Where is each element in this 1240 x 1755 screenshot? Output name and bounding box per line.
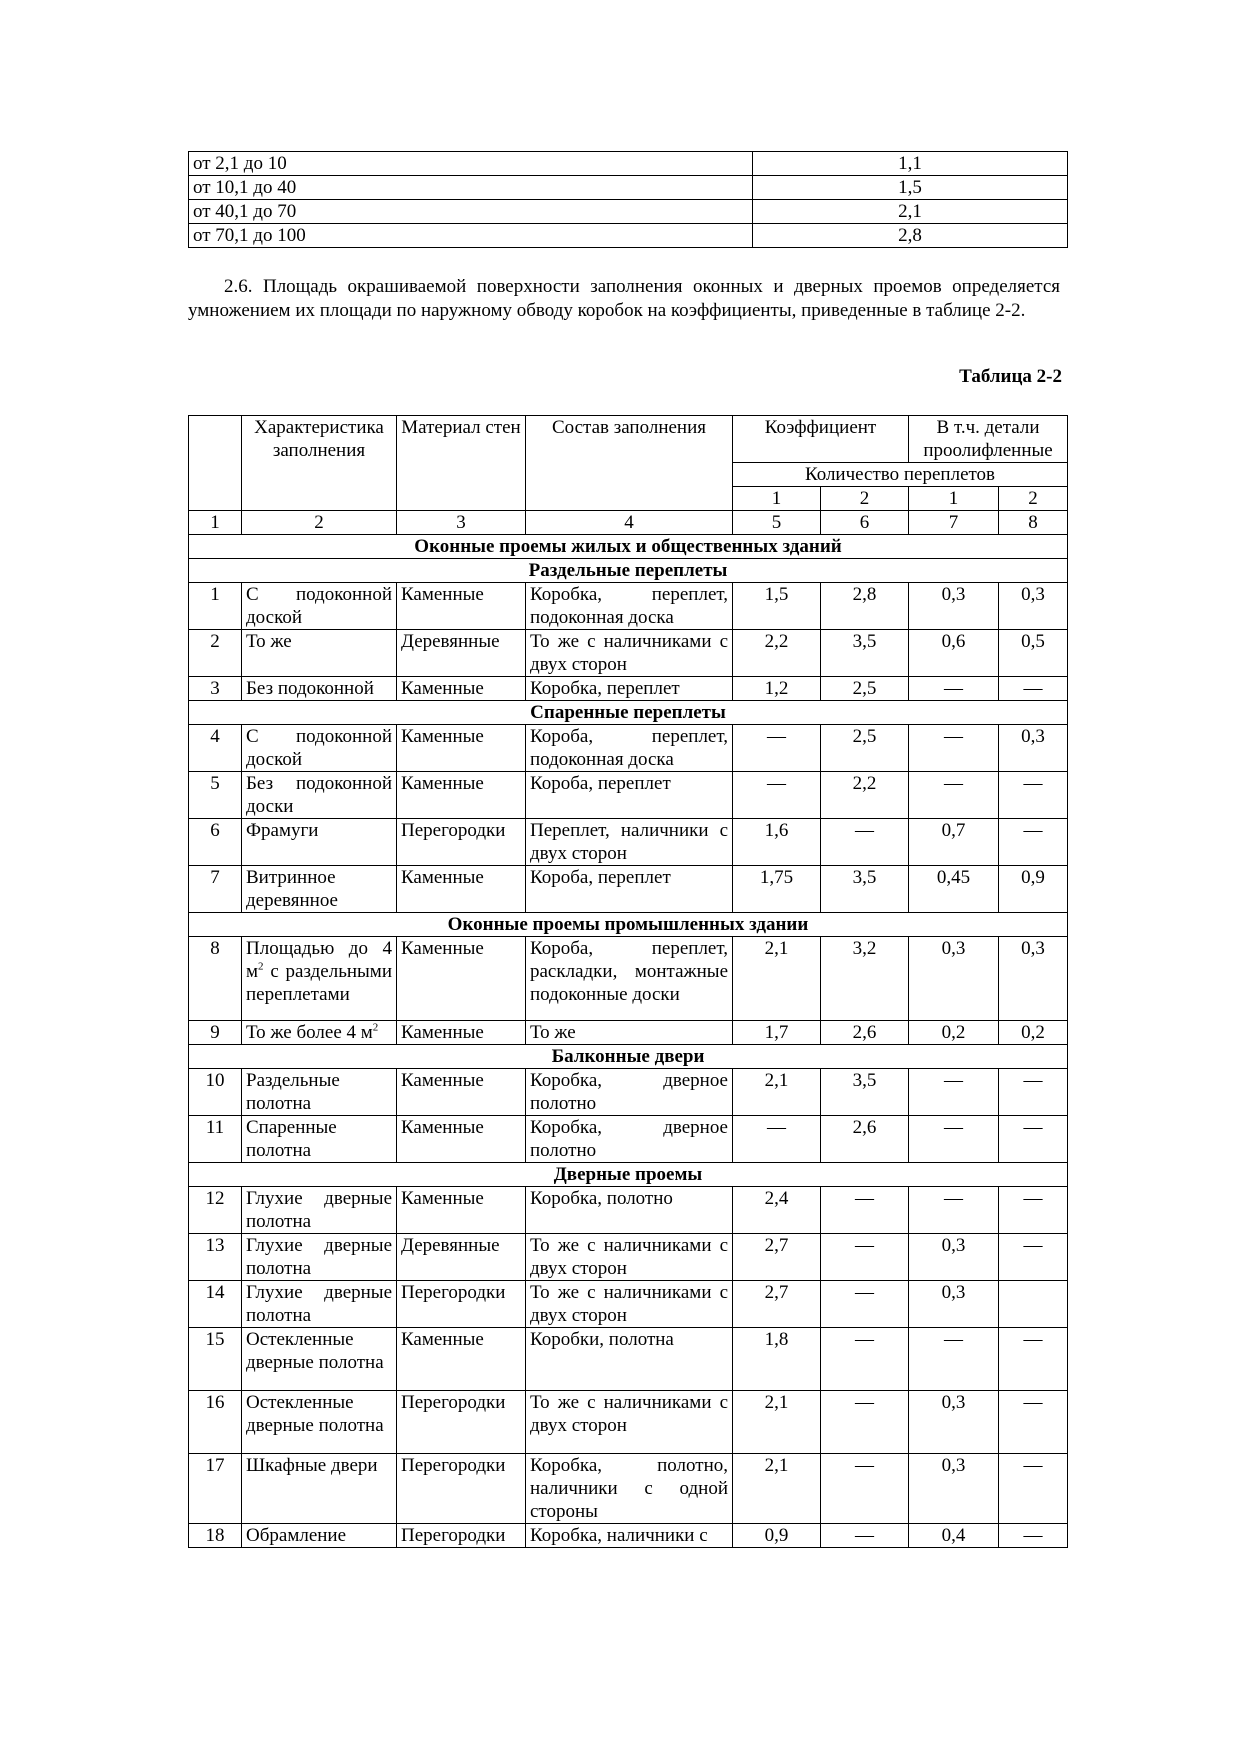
cell-composition: То же: [526, 1021, 733, 1045]
characteristic-text: Площадью до 4: [246, 938, 392, 959]
cell-number: 10: [189, 1069, 242, 1116]
cell-composition: Коробка, полотно: [526, 1187, 733, 1234]
cell-composition: Переплет, наличники с двух сторон: [526, 819, 733, 866]
table-row: [189, 1281, 1068, 1328]
cell-coef-1: 2,1: [733, 1391, 821, 1454]
cell-composition: Короба, переплет: [526, 772, 733, 819]
cell-characteristic: Остекленные дверные полотна: [242, 1328, 397, 1391]
table-row: [189, 725, 1068, 772]
table-row: [189, 677, 1068, 701]
cell-composition: То же с наличниками с двух сторон: [526, 630, 733, 677]
cell-coef-1: 1,6: [733, 819, 821, 866]
cell-characteristic: Фрамуги: [242, 819, 397, 866]
cell-material: Каменные: [397, 866, 526, 913]
cell-detail-2: 0,2: [999, 1021, 1068, 1045]
col-number: 2: [242, 511, 397, 535]
cell-detail-2: —: [999, 1069, 1068, 1116]
cell-characteristic: [242, 1021, 397, 1045]
cell-number: 2: [189, 630, 242, 677]
section-title: Раздельные переплеты: [189, 559, 1068, 583]
cell-material: Каменные: [397, 1021, 526, 1045]
table-row: [189, 1021, 1068, 1045]
col-number: 1: [189, 511, 242, 535]
header-details: В т.ч. детали проолифленные: [909, 416, 1068, 463]
characteristic-text: То же более 4: [246, 1022, 357, 1043]
cell-coef-1: 1,2: [733, 677, 821, 701]
cell-coef-1: 2,1: [733, 937, 821, 1021]
cell-coef-1: 2,1: [733, 1069, 821, 1116]
table-row: [189, 772, 1068, 819]
cell-number: 14: [189, 1281, 242, 1328]
cell-detail-2: —: [999, 772, 1068, 819]
cell-coef-2: —: [821, 1281, 909, 1328]
cell-detail-2: —: [999, 1454, 1068, 1524]
cell-detail-1: —: [909, 772, 999, 819]
cell-detail-1: —: [909, 1328, 999, 1391]
cell-characteristic: Без подоконной: [242, 677, 397, 701]
cell-material: Каменные: [397, 1187, 526, 1234]
cell-detail-1: —: [909, 1116, 999, 1163]
cell-composition: То же с наличниками с двух сторон: [526, 1391, 733, 1454]
table-row: [189, 937, 1068, 1021]
cell-detail-2: 0,3: [999, 937, 1068, 1021]
cell-characteristic: Глухие дверные полотна: [242, 1281, 397, 1328]
cell-detail-2: 0,3: [999, 725, 1068, 772]
cell-composition: Короба, переплет: [526, 866, 733, 913]
cell-material: Деревянные: [397, 630, 526, 677]
range-row: [189, 200, 1068, 224]
cell-coef-2: 3,5: [821, 630, 909, 677]
col-number: 8: [999, 511, 1068, 535]
cell-characteristic: Шкафные двери: [242, 1454, 397, 1524]
cell-coef-2: —: [821, 819, 909, 866]
cell-coef-1: 0,9: [733, 1524, 821, 1548]
range-row: [189, 152, 1068, 176]
cell-detail-1: 0,6: [909, 630, 999, 677]
cell-characteristic: Витринное деревянное: [242, 866, 397, 913]
cell-coef-2: —: [821, 1187, 909, 1234]
cell-detail-2: 0,5: [999, 630, 1068, 677]
cell-material: Каменные: [397, 937, 526, 1021]
header-composition: Состав заполнения: [526, 416, 733, 511]
range-table: [188, 151, 1068, 248]
cell-coef-2: 3,5: [821, 866, 909, 913]
col-number: 6: [821, 511, 909, 535]
cell-coef-2: 3,5: [821, 1069, 909, 1116]
cell-number: 6: [189, 819, 242, 866]
header-frames-count: Количество переплетов: [733, 463, 1068, 487]
cell-coef-2: —: [821, 1524, 909, 1548]
cell-characteristic: Спаренные полотна: [242, 1116, 397, 1163]
unit-superscript: 2: [258, 960, 264, 973]
table-row: [189, 1187, 1068, 1234]
cell-detail-1: 0,4: [909, 1524, 999, 1548]
unit: м: [360, 1022, 373, 1043]
section-row-windows: [189, 535, 1068, 559]
cell-characteristic: Остекленные дверные полотна: [242, 1391, 397, 1454]
col-number: 4: [526, 511, 733, 535]
range-value: 2,8: [753, 224, 1068, 248]
cell-detail-2: —: [999, 677, 1068, 701]
cell-number: 11: [189, 1116, 242, 1163]
range-value: 1,1: [753, 152, 1068, 176]
coefficient-table: [188, 415, 1068, 1548]
cell-material: Перегородки: [397, 1524, 526, 1548]
cell-material: Перегородки: [397, 1281, 526, 1328]
cell-material: Каменные: [397, 583, 526, 630]
table-row: [189, 1234, 1068, 1281]
cell-material: Каменные: [397, 725, 526, 772]
cell-detail-2: 0,9: [999, 866, 1068, 913]
column-numbers-row: [189, 511, 1068, 535]
cell-detail-1: 0,3: [909, 1281, 999, 1328]
header-k-one: 1: [733, 487, 821, 511]
cell-coef-2: —: [821, 1328, 909, 1391]
cell-coef-2: 2,6: [821, 1021, 909, 1045]
cell-characteristic: [242, 937, 397, 1021]
cell-composition: То же с наличниками с двух сторон: [526, 1234, 733, 1281]
cell-number: 8: [189, 937, 242, 1021]
cell-material: Каменные: [397, 1116, 526, 1163]
cell-number: 7: [189, 866, 242, 913]
header-d-one: 1: [909, 487, 999, 511]
header-d-two: 2: [999, 487, 1068, 511]
cell-characteristic: Глухие дверные полотна: [242, 1234, 397, 1281]
cell-detail-1: 0,2: [909, 1021, 999, 1045]
cell-coef-2: 2,5: [821, 677, 909, 701]
cell-detail-2: —: [999, 1391, 1068, 1454]
cell-characteristic: С подоконной доской: [242, 583, 397, 630]
section-title: Спаренные переплеты: [189, 701, 1068, 725]
cell-detail-1: 0,7: [909, 819, 999, 866]
section-title: Оконные проемы промышленных здании: [189, 913, 1068, 937]
cell-coef-2: 3,2: [821, 937, 909, 1021]
section-title: Балконные двери: [189, 1045, 1068, 1069]
cell-coef-2: —: [821, 1234, 909, 1281]
cell-composition: Коробки, полотна: [526, 1328, 733, 1391]
range-value: 1,5: [753, 176, 1068, 200]
col-number: 5: [733, 511, 821, 535]
cell-number: 17: [189, 1454, 242, 1524]
table-row: [189, 1524, 1068, 1548]
cell-composition: Коробка, дверное полотно: [526, 1116, 733, 1163]
table-row: [189, 583, 1068, 630]
cell-coef-1: 2,2: [733, 630, 821, 677]
table-row: [189, 1454, 1068, 1524]
cell-coef-1: 1,75: [733, 866, 821, 913]
cell-detail-1: 0,3: [909, 1391, 999, 1454]
header-row-1: [189, 416, 1068, 463]
characteristic-text-cont: с раздельными переплетами: [246, 961, 392, 1005]
cell-coef-1: —: [733, 1116, 821, 1163]
cell-detail-2: —: [999, 1234, 1068, 1281]
range-row: [189, 176, 1068, 200]
cell-detail-2: —: [999, 1187, 1068, 1234]
cell-coef-1: 1,7: [733, 1021, 821, 1045]
cell-number: 9: [189, 1021, 242, 1045]
cell-characteristic: С подоконной доской: [242, 725, 397, 772]
cell-detail-2: —: [999, 1116, 1068, 1163]
section-title: Дверные проемы: [189, 1163, 1068, 1187]
cell-coef-2: 2,6: [821, 1116, 909, 1163]
cell-composition: Короба, переплет, раскладки, монтажные подоконные доски: [526, 937, 733, 1021]
cell-detail-1: —: [909, 677, 999, 701]
cell-detail-2: —: [999, 819, 1068, 866]
cell-coef-1: —: [733, 725, 821, 772]
cell-number: 3: [189, 677, 242, 701]
cell-composition: Коробка, наличники с: [526, 1524, 733, 1548]
range-label: от 70,1 до 100: [189, 224, 753, 248]
cell-characteristic: Глухие дверные полотна: [242, 1187, 397, 1234]
cell-characteristic: Без подоконной доски: [242, 772, 397, 819]
cell-material: Каменные: [397, 772, 526, 819]
cell-composition: Коробка, дверное полотно: [526, 1069, 733, 1116]
paragraph-2-6: 2.6. Площадь окрашиваемой поверхности заполнения оконных и дверных проемов определяется умножением их площади по наружному обводу коробок на коэффициенты, приведенные в таблице 2-2.: [188, 276, 1060, 321]
cell-detail-2: [999, 1281, 1068, 1328]
range-value: 2,1: [753, 200, 1068, 224]
cell-number: 18: [189, 1524, 242, 1548]
table-row: [189, 819, 1068, 866]
table-row: [189, 630, 1068, 677]
header-k-two: 2: [821, 487, 909, 511]
range-row: [189, 224, 1068, 248]
cell-number: 4: [189, 725, 242, 772]
col-number: 3: [397, 511, 526, 535]
cell-composition: Коробка, переплет: [526, 677, 733, 701]
unit-superscript: 2: [372, 1021, 379, 1034]
range-label: от 40,1 до 70: [189, 200, 753, 224]
subsection-row-separate: [189, 559, 1068, 583]
table-row: [189, 866, 1068, 913]
table-row: [189, 1391, 1068, 1454]
table-row: [189, 1116, 1068, 1163]
cell-material: Каменные: [397, 677, 526, 701]
cell-characteristic: Обрамление: [242, 1524, 397, 1548]
cell-detail-1: 0,45: [909, 866, 999, 913]
cell-detail-1: —: [909, 1187, 999, 1234]
header-number: [189, 416, 242, 511]
cell-number: 1: [189, 583, 242, 630]
cell-material: Каменные: [397, 1069, 526, 1116]
cell-number: 5: [189, 772, 242, 819]
cell-characteristic: То же: [242, 630, 397, 677]
cell-coef-1: 2,7: [733, 1281, 821, 1328]
cell-material: Каменные: [397, 1328, 526, 1391]
table-row: [189, 1069, 1068, 1116]
cell-coef-2: —: [821, 1454, 909, 1524]
cell-material: Деревянные: [397, 1234, 526, 1281]
cell-coef-1: 1,5: [733, 583, 821, 630]
header-characteristic: Характеристика заполнения: [242, 416, 397, 511]
cell-composition: Коробка, полотно, наличники с одной стороны: [526, 1454, 733, 1524]
cell-detail-1: 0,3: [909, 937, 999, 1021]
cell-coef-1: 2,7: [733, 1234, 821, 1281]
header-coefficient: Коэффициент: [733, 416, 909, 463]
cell-detail-1: 0,3: [909, 583, 999, 630]
range-label: от 2,1 до 10: [189, 152, 753, 176]
section-title: Оконные проемы жилых и общественных зданий: [189, 535, 1068, 559]
table-caption: Таблица 2-2: [959, 366, 1062, 387]
cell-material: Перегородки: [397, 1391, 526, 1454]
range-label: от 10,1 до 40: [189, 176, 753, 200]
col-number: 7: [909, 511, 999, 535]
subsection-row-paired: [189, 701, 1068, 725]
table-row: [189, 1328, 1068, 1391]
cell-coef-1: 1,8: [733, 1328, 821, 1391]
cell-material: Перегородки: [397, 1454, 526, 1524]
cell-detail-2: —: [999, 1524, 1068, 1548]
cell-detail-2: —: [999, 1328, 1068, 1391]
cell-material: Перегородки: [397, 819, 526, 866]
cell-detail-2: 0,3: [999, 583, 1068, 630]
cell-number: 13: [189, 1234, 242, 1281]
cell-number: 15: [189, 1328, 242, 1391]
cell-coef-2: 2,8: [821, 583, 909, 630]
cell-coef-2: —: [821, 1391, 909, 1454]
cell-composition: То же с наличниками с двух сторон: [526, 1281, 733, 1328]
cell-composition: Коробка, переплет, подоконная доска: [526, 583, 733, 630]
section-row-doors: [189, 1163, 1068, 1187]
cell-characteristic: Раздельные полотна: [242, 1069, 397, 1116]
cell-number: 12: [189, 1187, 242, 1234]
cell-coef-1: 2,1: [733, 1454, 821, 1524]
cell-number: 16: [189, 1391, 242, 1454]
cell-detail-1: —: [909, 1069, 999, 1116]
cell-composition: Короба, переплет, подоконная доска: [526, 725, 733, 772]
cell-coef-1: 2,4: [733, 1187, 821, 1234]
unit: м: [246, 961, 259, 982]
header-material: Материал стен: [397, 416, 526, 511]
cell-detail-1: 0,3: [909, 1234, 999, 1281]
section-row-industrial: [189, 913, 1068, 937]
cell-coef-2: 2,5: [821, 725, 909, 772]
cell-detail-1: 0,3: [909, 1454, 999, 1524]
cell-coef-2: 2,2: [821, 772, 909, 819]
cell-detail-1: —: [909, 725, 999, 772]
section-row-balcony: [189, 1045, 1068, 1069]
cell-coef-1: —: [733, 772, 821, 819]
